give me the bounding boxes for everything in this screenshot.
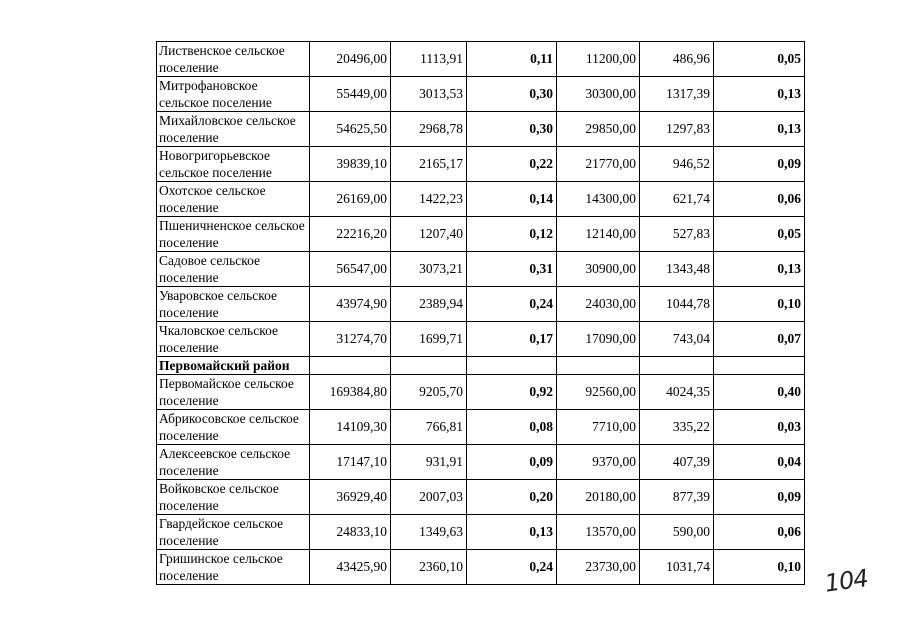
value-1-cell: 169384,80: [310, 375, 391, 410]
share-2-cell: 0,09: [714, 480, 805, 515]
value-2-cell: 931,91: [391, 445, 467, 480]
settlement-name-cell: Михайловское сельское поселение: [157, 112, 310, 147]
value-3-cell: 13570,00: [557, 515, 640, 550]
share-1-cell: 0,13: [467, 515, 557, 550]
table-row: [157, 42, 805, 77]
share-1-cell: 0,09: [467, 445, 557, 480]
page-number-handwritten: 104: [823, 564, 870, 598]
share-1-cell: 0,11: [467, 42, 557, 77]
share-2-cell: 0,13: [714, 77, 805, 112]
value-4-cell: 527,83: [640, 217, 714, 252]
value-3-cell: 9370,00: [557, 445, 640, 480]
share-2-cell: 0,06: [714, 515, 805, 550]
table-row: [157, 322, 805, 357]
value-1-cell: 36929,40: [310, 480, 391, 515]
share-2-cell: 0,05: [714, 42, 805, 77]
settlement-name-cell: Лиственское сельское поселение: [157, 42, 310, 77]
table-body: [157, 42, 805, 585]
value-3-cell: 21770,00: [557, 147, 640, 182]
value-4-cell: 590,00: [640, 515, 714, 550]
value-1-cell: 43974,90: [310, 287, 391, 322]
value-3-cell: 14300,00: [557, 182, 640, 217]
value-1-cell: 54625,50: [310, 112, 391, 147]
share-2-cell: 0,40: [714, 375, 805, 410]
empty-cell: [467, 357, 557, 375]
table-row: [157, 375, 805, 410]
value-1-cell: 31274,70: [310, 322, 391, 357]
value-2-cell: 2389,94: [391, 287, 467, 322]
value-2-cell: 1207,40: [391, 217, 467, 252]
value-4-cell: 407,39: [640, 445, 714, 480]
value-4-cell: 621,74: [640, 182, 714, 217]
value-2-cell: 9205,70: [391, 375, 467, 410]
value-4-cell: 4024,35: [640, 375, 714, 410]
value-3-cell: 17090,00: [557, 322, 640, 357]
value-4-cell: 486,96: [640, 42, 714, 77]
table-row: [157, 217, 805, 252]
share-1-cell: 0,22: [467, 147, 557, 182]
share-1-cell: 0,30: [467, 112, 557, 147]
table-row: [157, 480, 805, 515]
table-row: [157, 252, 805, 287]
share-1-cell: 0,12: [467, 217, 557, 252]
value-2-cell: 2165,17: [391, 147, 467, 182]
value-1-cell: 43425,90: [310, 550, 391, 585]
value-1-cell: 20496,00: [310, 42, 391, 77]
share-1-cell: 0,17: [467, 322, 557, 357]
settlement-name-cell: Охотское сельское поселение: [157, 182, 310, 217]
value-2-cell: 2007,03: [391, 480, 467, 515]
settlement-name-cell: Уваровское сельское поселение: [157, 287, 310, 322]
value-2-cell: 3013,53: [391, 77, 467, 112]
value-1-cell: 55449,00: [310, 77, 391, 112]
settlement-name-cell: Садовое сельское поселение: [157, 252, 310, 287]
settlement-name-cell: Чкаловское сельское поселение: [157, 322, 310, 357]
value-3-cell: 12140,00: [557, 217, 640, 252]
share-1-cell: 0,14: [467, 182, 557, 217]
empty-cell: [557, 357, 640, 375]
value-1-cell: 17147,10: [310, 445, 391, 480]
share-2-cell: 0,04: [714, 445, 805, 480]
empty-cell: [310, 357, 391, 375]
value-2-cell: 1699,71: [391, 322, 467, 357]
share-2-cell: 0,13: [714, 252, 805, 287]
value-1-cell: 56547,00: [310, 252, 391, 287]
settlement-name-cell: Гвардейское сельское поселение: [157, 515, 310, 550]
settlement-name-cell: Первомайское сельское поселение: [157, 375, 310, 410]
table-row: [157, 147, 805, 182]
table-row: [157, 550, 805, 585]
empty-cell: [640, 357, 714, 375]
value-4-cell: 1044,78: [640, 287, 714, 322]
value-3-cell: 7710,00: [557, 410, 640, 445]
table-row: [157, 287, 805, 322]
share-2-cell: 0,06: [714, 182, 805, 217]
value-4-cell: 1343,48: [640, 252, 714, 287]
value-3-cell: 30300,00: [557, 77, 640, 112]
section-title: Первомайский район: [157, 357, 310, 375]
value-1-cell: 24833,10: [310, 515, 391, 550]
value-2-cell: 2968,78: [391, 112, 467, 147]
share-2-cell: 0,03: [714, 410, 805, 445]
settlement-name-cell: Войковское сельское поселение: [157, 480, 310, 515]
table-row: [157, 445, 805, 480]
share-1-cell: 0,24: [467, 287, 557, 322]
value-3-cell: 20180,00: [557, 480, 640, 515]
table-row: [157, 515, 805, 550]
settlement-name-cell: Гришинское сельское поселение: [157, 550, 310, 585]
value-3-cell: 24030,00: [557, 287, 640, 322]
share-1-cell: 0,31: [467, 252, 557, 287]
value-4-cell: 877,39: [640, 480, 714, 515]
value-2-cell: 2360,10: [391, 550, 467, 585]
settlement-name-cell: Пшеничненское сельское поселение: [157, 217, 310, 252]
value-4-cell: 743,04: [640, 322, 714, 357]
share-2-cell: 0,10: [714, 287, 805, 322]
value-3-cell: 29850,00: [557, 112, 640, 147]
table-row: [157, 182, 805, 217]
share-2-cell: 0,13: [714, 112, 805, 147]
share-1-cell: 0,92: [467, 375, 557, 410]
value-1-cell: 26169,00: [310, 182, 391, 217]
value-1-cell: 14109,30: [310, 410, 391, 445]
share-2-cell: 0,05: [714, 217, 805, 252]
value-3-cell: 11200,00: [557, 42, 640, 77]
value-1-cell: 22216,20: [310, 217, 391, 252]
value-4-cell: 1031,74: [640, 550, 714, 585]
share-1-cell: 0,24: [467, 550, 557, 585]
table-row: [157, 112, 805, 147]
value-2-cell: 3073,21: [391, 252, 467, 287]
value-4-cell: 1297,83: [640, 112, 714, 147]
value-2-cell: 1422,23: [391, 182, 467, 217]
empty-cell: [391, 357, 467, 375]
settlement-name-cell: Абрикосовское сельское поселение: [157, 410, 310, 445]
share-2-cell: 0,07: [714, 322, 805, 357]
share-1-cell: 0,20: [467, 480, 557, 515]
value-2-cell: 766,81: [391, 410, 467, 445]
value-1-cell: 39839,10: [310, 147, 391, 182]
share-2-cell: 0,09: [714, 147, 805, 182]
share-1-cell: 0,08: [467, 410, 557, 445]
value-2-cell: 1113,91: [391, 42, 467, 77]
table-row: [157, 77, 805, 112]
share-2-cell: 0,10: [714, 550, 805, 585]
value-3-cell: 30900,00: [557, 252, 640, 287]
empty-cell: [714, 357, 805, 375]
value-3-cell: 92560,00: [557, 375, 640, 410]
table-row: [157, 410, 805, 445]
section-header-row: [157, 357, 805, 375]
share-1-cell: 0,30: [467, 77, 557, 112]
value-4-cell: 1317,39: [640, 77, 714, 112]
value-2-cell: 1349,63: [391, 515, 467, 550]
data-table: [156, 41, 805, 585]
settlement-name-cell: Митрофановское сельское поселение: [157, 77, 310, 112]
value-4-cell: 946,52: [640, 147, 714, 182]
settlement-name-cell: Новогригорьевское сельское поселение: [157, 147, 310, 182]
settlement-name-cell: Алексеевское сельское поселение: [157, 445, 310, 480]
value-3-cell: 23730,00: [557, 550, 640, 585]
value-4-cell: 335,22: [640, 410, 714, 445]
